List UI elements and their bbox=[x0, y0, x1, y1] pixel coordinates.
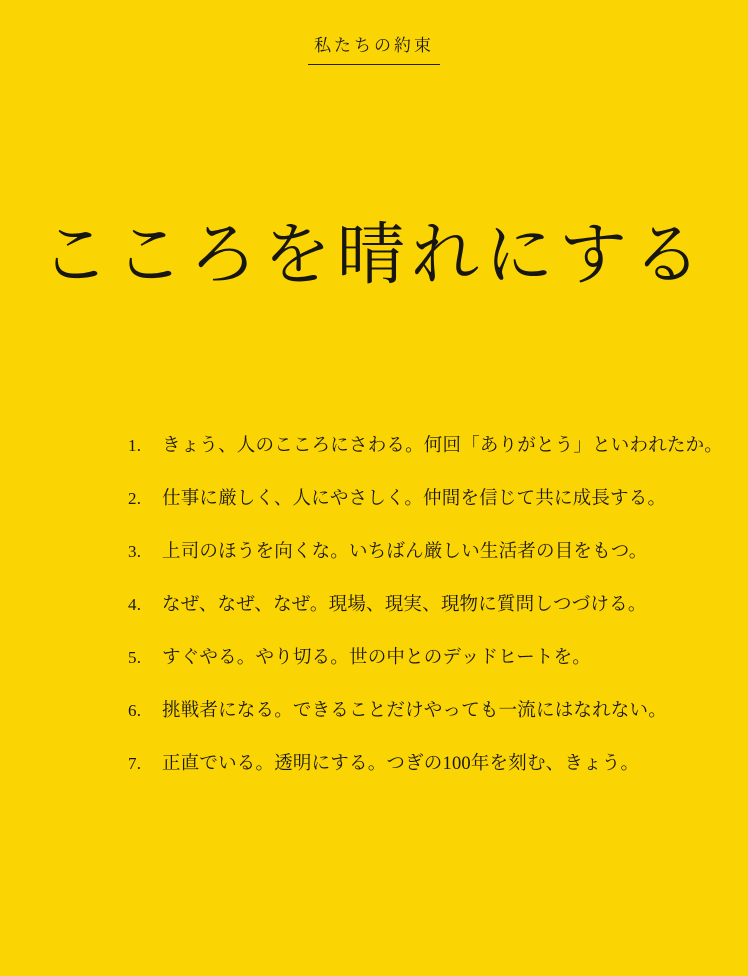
eyebrow-heading-wrap bbox=[308, 36, 440, 65]
list-item-text: 正直でいる。透明にする。つぎの100年を刻む、きょう。 bbox=[162, 754, 640, 775]
list-item-number: 2. bbox=[128, 489, 142, 509]
eyebrow-heading: 私たちの約束 bbox=[308, 36, 440, 65]
list-item-number: 6. bbox=[128, 701, 142, 721]
list-item-number: 3. bbox=[128, 542, 142, 562]
list-item-number: 4. bbox=[128, 595, 142, 615]
list-item-text: なぜ、なぜ、なぜ。現場、現実、現物に質問しつづける。 bbox=[162, 595, 647, 616]
list-item bbox=[128, 487, 680, 512]
list-item-text: 仕事に厳しく、人にやさしく。仲間を信じて共に成長する。 bbox=[162, 489, 667, 510]
list-item bbox=[128, 699, 680, 724]
page-title-wrap bbox=[0, 213, 748, 298]
list-item bbox=[128, 593, 680, 618]
list-item-number: 5. bbox=[128, 648, 142, 668]
list-item-text: 挑戦者になる。できることだけやっても一流にはなれない。 bbox=[162, 701, 667, 722]
list-item-text: 上司のほうを向くな。いちばん厳しい生活者の目をもつ。 bbox=[162, 542, 648, 563]
promise-list bbox=[68, 434, 724, 777]
list-item bbox=[128, 434, 724, 459]
list-item bbox=[128, 752, 680, 777]
list-item-number: 1. bbox=[128, 436, 142, 456]
list-item-text: きょう、人のこころにさわる。何回「ありがとう」といわれたか。 bbox=[162, 436, 724, 457]
list-item-text: すぐやる。やり切る。世の中とのデッドヒートを。 bbox=[162, 648, 591, 669]
page-title: こころを晴れにする bbox=[40, 217, 707, 294]
list-item bbox=[128, 646, 680, 671]
list-item bbox=[128, 540, 680, 565]
list-item-number: 7. bbox=[128, 754, 142, 774]
